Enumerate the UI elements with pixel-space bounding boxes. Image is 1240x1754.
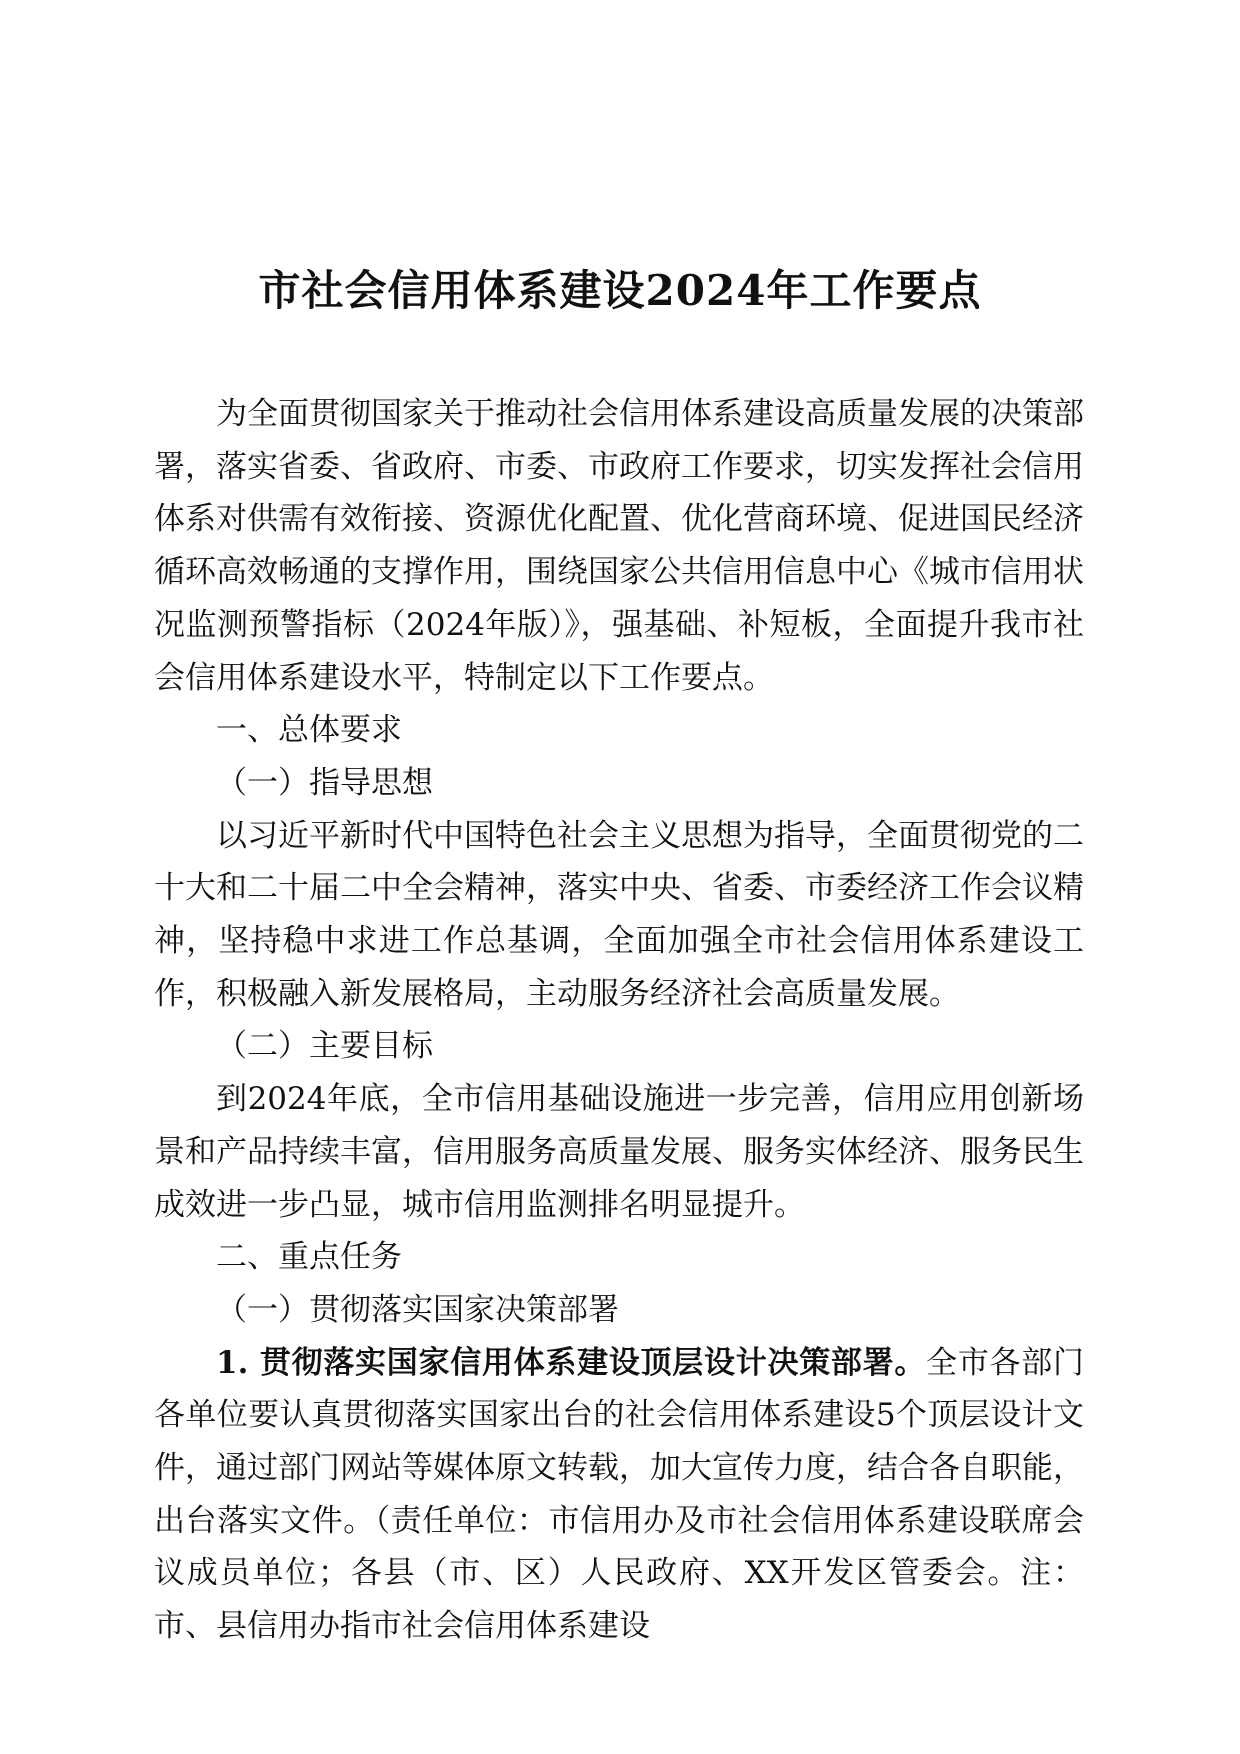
subsection-heading-guiding-ideology: （一）指导思想	[216, 764, 433, 801]
document-title: 市社会信用体系建设2024年工作要点	[258, 266, 982, 315]
task-item-1-title: 1. 贯彻落实国家信用体系建设顶层设计决策部署。	[216, 1344, 927, 1381]
task-item-1	[154, 1337, 1084, 1653]
section-heading-general-requirements: 一、总体要求	[216, 712, 402, 749]
subsection-heading-main-goals: （二）主要目标	[216, 1028, 433, 1065]
subsection-heading-implement-decisions: （一）贯彻落实国家决策部署	[216, 1291, 619, 1328]
guiding-ideology-paragraph: 以习近平新时代中国特色社会主义思想为指导，全面贯彻党的二十大和二十届二中全会精神，落实中央、省委、市委经济工作会议精神，坚持稳中求进工作总基调，全面加强全市社会信用体系建设工作，积极融入新发展格局，主动服务经济社会高质量发展。	[154, 817, 1084, 1012]
document-body	[154, 388, 1084, 1653]
intro-paragraph: 为全面贯彻国家关于推动社会信用体系建设高质量发展的决策部署，落实省委、省政府、市委、市政府工作要求，切实发挥社会信用体系对供需有效衔接、资源优化配置、优化营商环境、促进国民经济循环高效畅通的支撑作用，围绕国家公共信用信息中心《城市信用状况监测预警指标（2024年版）》，强基础、补短板，全面提升我市社会信用体系建设水平，特制定以下工作要点。	[154, 396, 1084, 696]
main-goals-paragraph: 到2024年底，全市信用基础设施进一步完善，信用应用创新场景和产品持续丰富，信用服务高质量发展、服务实体经济、服务民生成效进一步凸显，城市信用监测排名明显提升。	[154, 1081, 1084, 1223]
task-item-1-text: 全市各部门各单位要认真贯彻落实国家出台的社会信用体系建设5个顶层设计文件，通过部门网站等媒体原文转载，加大宣传力度，结合各自职能，出台落实文件。（责任单位：市信用办及市社会信用体系建设联席会议成员单位；各县（市、区）人民政府、XX开发区管委会。注：市、县信用办指市社会信用体系建设	[154, 1344, 1085, 1645]
section-heading-key-tasks: 二、重点任务	[216, 1239, 402, 1276]
